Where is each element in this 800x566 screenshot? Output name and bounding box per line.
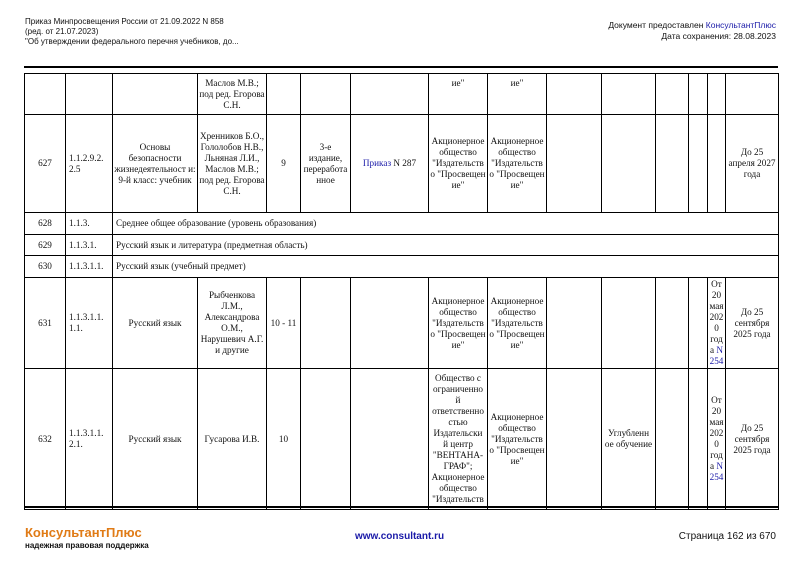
table-cell: ие": [488, 74, 547, 115]
doc-title-line: Приказ Минпросвещения России от 21.09.2022 N 858: [25, 17, 224, 26]
table-row: [25, 256, 779, 278]
table-row: [25, 369, 779, 510]
table-row: [25, 213, 779, 235]
table-cell: [301, 369, 351, 510]
table-cell: [726, 74, 779, 115]
table-cell: [547, 115, 602, 213]
brand-name: КонсультантПлюс: [25, 525, 142, 540]
table-cell: 632: [25, 369, 66, 510]
document-link[interactable]: N 254: [709, 345, 724, 366]
table-row: [25, 74, 779, 115]
table-cell: [689, 74, 708, 115]
table-cell: [602, 74, 656, 115]
table-cell: ие": [429, 74, 488, 115]
table-cell: [301, 278, 351, 369]
table-cell: Общество с ограниченно й ответственно стью Издательски й центр "ВЕНТАНА-ГРАФ"; Акционерное общество "Издательств: [429, 369, 488, 510]
table-cell: Приказ N 287: [351, 115, 429, 213]
table-cell: От 20 мая 2020 года N 254: [708, 369, 726, 510]
table-cell: [708, 115, 726, 213]
table-cell: [113, 74, 198, 115]
provider-link[interactable]: КонсультантПлюс: [705, 20, 776, 30]
table-cell: 1.1.3.1.1.: [66, 256, 113, 278]
provided-by-label: Документ предоставлен: [608, 20, 706, 30]
table-cell: [547, 369, 602, 510]
table-cell: Среднее общее образование (уровень образования): [113, 213, 779, 235]
page-number: Страница 162 из 670: [678, 531, 776, 542]
table-cell: Рыбченкова Л.М., Александрова О.М., Нарушевич А.Г. и другие: [198, 278, 267, 369]
table-cell: [547, 278, 602, 369]
table-cell: 3-е издание, переработа нное: [301, 115, 351, 213]
table-row: [25, 235, 779, 256]
table-cell: [267, 74, 301, 115]
document-link[interactable]: Приказ: [362, 158, 392, 168]
table-row: [25, 278, 779, 369]
table-cell: Акционерное общество "Издательств о "Просвещен ие": [488, 115, 547, 213]
doc-title-line: (ред. от 21.07.2023): [25, 27, 99, 36]
table-cell: [656, 74, 689, 115]
table-cell: Акционерное общество "Издательств о "Просвещен ие": [488, 369, 547, 510]
table-cell: До 25 сентября 2025 года: [726, 278, 779, 369]
table-cell: 1.1.3.1.1. 1.1.: [66, 278, 113, 369]
table-row: [25, 115, 779, 213]
table-cell: Акционерное общество "Издательств о "Просвещен ие": [488, 278, 547, 369]
table-cell: Акционерное общество "Издательств о "Просвещен ие": [429, 278, 488, 369]
table-cell: [351, 369, 429, 510]
table-cell: 10 - 11: [267, 278, 301, 369]
table-cell: [656, 278, 689, 369]
table-cell: [708, 74, 726, 115]
header-rule: [24, 66, 778, 68]
table-cell: [25, 74, 66, 115]
table-cell: 1.1.3.: [66, 213, 113, 235]
textbook-table: [24, 73, 779, 510]
table-cell: Основы безопасности жизнедеятельност и: 9-й класс: учебник: [113, 115, 198, 213]
footer-logo: [25, 525, 149, 550]
table-cell: [547, 74, 602, 115]
table-cell: [656, 369, 689, 510]
document-link[interactable]: N 254: [709, 461, 724, 482]
table-cell: Акционерное общество "Издательств о "Просвещен ие": [429, 115, 488, 213]
footer-rule: [24, 506, 778, 508]
table-cell: От 20 мая 2020 года N 254: [708, 278, 726, 369]
table-cell: 627: [25, 115, 66, 213]
table-cell: Русский язык и литература (предметная область): [113, 235, 779, 256]
brand-slogan: надежная правовая поддержка: [25, 541, 149, 550]
table-cell: Маслов М.В.; под ред. Егорова С.Н.: [198, 74, 267, 115]
table-cell: [656, 115, 689, 213]
table-cell: До 25 сентября 2025 года: [726, 369, 779, 510]
table-cell: [689, 115, 708, 213]
table-cell: [66, 74, 113, 115]
table-cell: [689, 369, 708, 510]
table-cell: [602, 115, 656, 213]
doc-title-line: "Об утверждении федерального перечня учебников, до...: [25, 37, 239, 46]
table-cell: Русский язык: [113, 278, 198, 369]
table-cell: Русский язык (учебный предмет): [113, 256, 779, 278]
table-cell: 10: [267, 369, 301, 510]
table-cell: [602, 278, 656, 369]
table-cell: Углубленн ое обучение: [602, 369, 656, 510]
table-cell: 631: [25, 278, 66, 369]
table-cell: [301, 74, 351, 115]
table-cell: Русский язык: [113, 369, 198, 510]
table-cell: До 25 апреля 2027 года: [726, 115, 779, 213]
table-cell: Гусарова И.В.: [198, 369, 267, 510]
table-cell: 630: [25, 256, 66, 278]
table-cell: 1.1.3.1.1. 2.1.: [66, 369, 113, 510]
table-cell: [351, 74, 429, 115]
table-cell: 1.1.2.9.2. 2.5: [66, 115, 113, 213]
table-cell: [351, 278, 429, 369]
table-cell: 9: [267, 115, 301, 213]
save-date: Дата сохранения: 28.08.2023: [661, 31, 776, 41]
document-title: [25, 17, 239, 47]
table-cell: 629: [25, 235, 66, 256]
table-cell: 1.1.3.1.: [66, 235, 113, 256]
table-cell: 628: [25, 213, 66, 235]
table-cell: [689, 278, 708, 369]
site-link[interactable]: www.consultant.ru: [355, 531, 445, 542]
table-cell: Хренников Б.О., Гололобов Н.В., Льняная Л.И., Маслов М.В.; под ред. Егорова С.Н.: [198, 115, 267, 213]
provider-info: [608, 20, 776, 42]
